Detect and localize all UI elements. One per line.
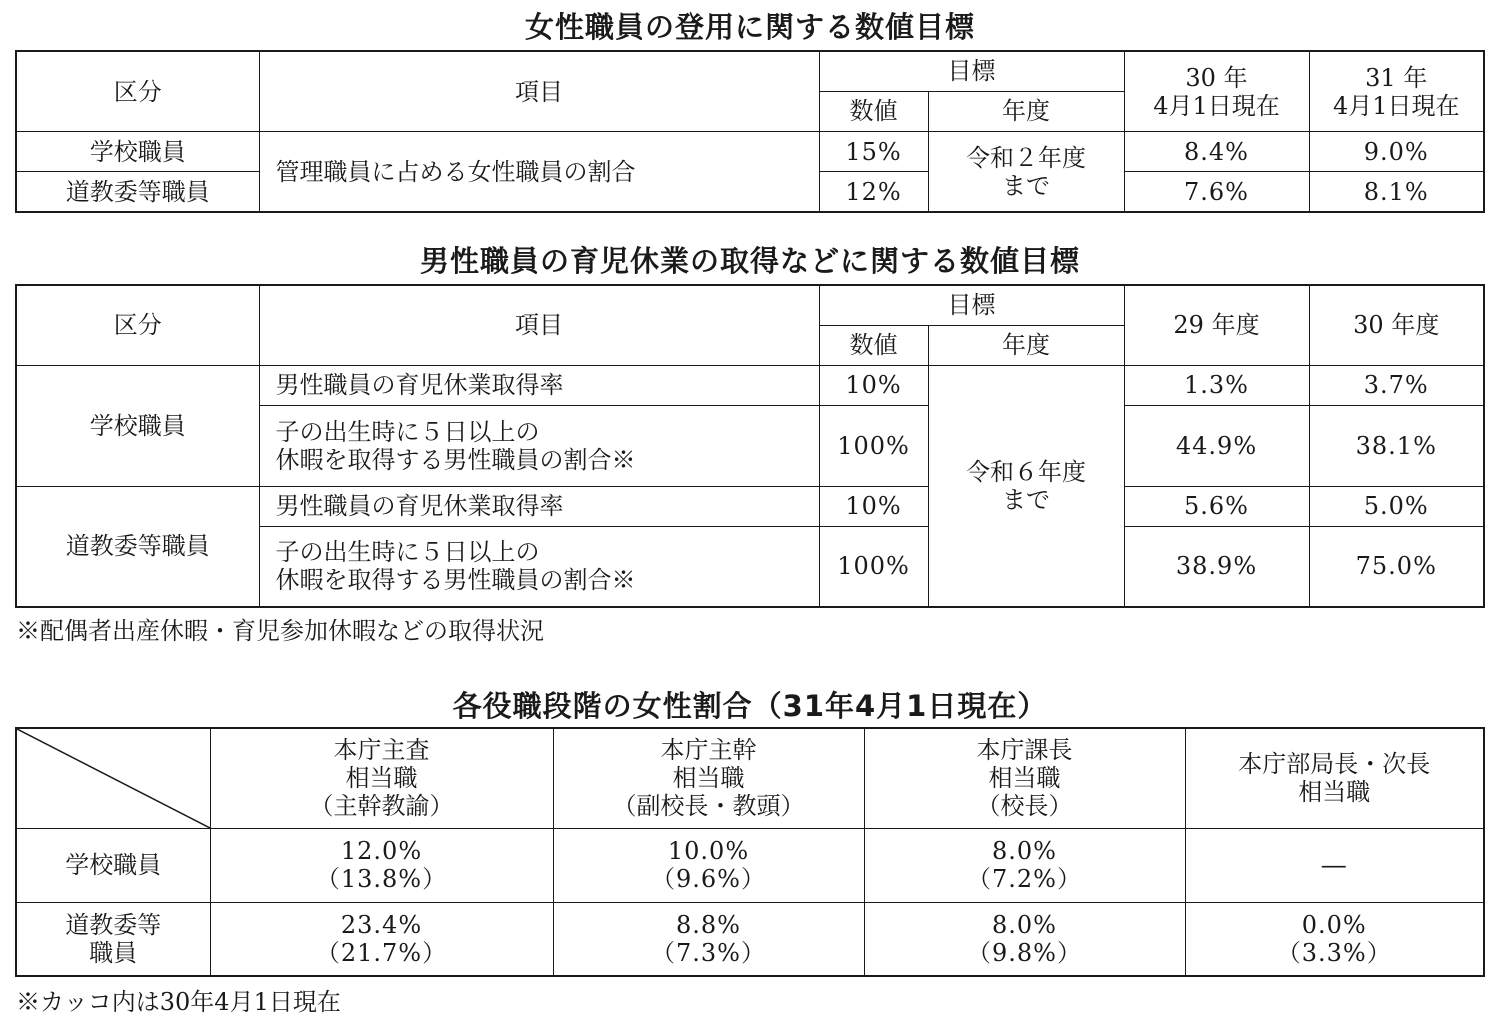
row-col-b: 9.0% bbox=[1309, 132, 1484, 172]
row-label: 学校職員 bbox=[16, 828, 210, 902]
data-cell: 8.8% （7.3%） bbox=[553, 902, 864, 976]
header-value: 数値 bbox=[819, 91, 928, 131]
table1-title: 女性職員の登用に関する数値目標 bbox=[524, 10, 975, 44]
table-row bbox=[16, 902, 1484, 976]
row-item: 子の出生時に５日以上の 休暇を取得する男性職員の割合※ bbox=[259, 526, 819, 607]
row-value: 12% bbox=[819, 172, 928, 212]
table2-note: ※配偶者出産休暇・育児参加休暇などの取得状況 bbox=[16, 617, 544, 645]
row-value: 10% bbox=[819, 365, 928, 405]
row-col-b: 8.1% bbox=[1309, 172, 1484, 212]
row-col-b: 5.0% bbox=[1309, 486, 1484, 526]
row-label: 道教委等 職員 bbox=[16, 902, 210, 976]
row-col-a: 1.3% bbox=[1124, 365, 1309, 405]
row-item: 管理職員に占める女性職員の割合 bbox=[259, 132, 819, 213]
table-row bbox=[16, 828, 1484, 902]
row-col-a: 8.4% bbox=[1124, 132, 1309, 172]
header-target: 目標 bbox=[819, 51, 1124, 91]
data-cell: 10.0% （9.6%） bbox=[553, 828, 864, 902]
row-value: 100% bbox=[819, 405, 928, 486]
header-kubun: 区分 bbox=[16, 51, 259, 132]
row-item: 男性職員の育児休業取得率 bbox=[259, 365, 819, 405]
table2-title: 男性職員の育児休業の取得などに関する数値目標 bbox=[419, 244, 1080, 278]
header-value: 数値 bbox=[819, 325, 928, 365]
header-col-b: 31 年 4月1日現在 bbox=[1309, 51, 1484, 132]
table-row bbox=[16, 486, 1484, 526]
column-header: 本庁部局長・次長 相当職 bbox=[1185, 728, 1484, 828]
row-col-a: 44.9% bbox=[1124, 405, 1309, 486]
row-value: 10% bbox=[819, 486, 928, 526]
header-item: 項目 bbox=[259, 285, 819, 365]
row-kubun: 学校職員 bbox=[16, 132, 259, 172]
row-col-b: 75.0% bbox=[1309, 526, 1484, 607]
table-row bbox=[16, 132, 1484, 172]
row-value: 15% bbox=[819, 132, 928, 172]
corner-cell bbox=[16, 728, 210, 828]
header-target: 目標 bbox=[819, 285, 1124, 325]
row-item: 男性職員の育児休業取得率 bbox=[259, 486, 819, 526]
data-cell: 23.4% （21.7%） bbox=[210, 902, 553, 976]
table3-title: 各役職段階の女性割合（31年4月1日現在） bbox=[452, 689, 1048, 723]
row-col-a: 7.6% bbox=[1124, 172, 1309, 212]
column-header: 本庁主査 相当職 （主幹教諭） bbox=[210, 728, 553, 828]
data-cell: ― bbox=[1185, 828, 1484, 902]
row-year: 令和６年度 まで bbox=[928, 365, 1124, 607]
group-kubun: 学校職員 bbox=[16, 365, 259, 486]
row-col-b: 3.7% bbox=[1309, 365, 1484, 405]
row-year: 令和２年度 まで bbox=[928, 132, 1124, 213]
group-kubun: 道教委等職員 bbox=[16, 486, 259, 607]
header-year: 年度 bbox=[928, 325, 1124, 365]
header-col-a: 29 年度 bbox=[1124, 285, 1309, 365]
table2 bbox=[15, 284, 1485, 608]
header-col-a: 30 年 4月1日現在 bbox=[1124, 51, 1309, 132]
table3 bbox=[15, 727, 1485, 977]
row-item: 子の出生時に５日以上の 休暇を取得する男性職員の割合※ bbox=[259, 405, 819, 486]
row-col-a: 38.9% bbox=[1124, 526, 1309, 607]
table3-note: ※カッコ内は30年4月1日現在 bbox=[16, 988, 341, 1016]
row-kubun: 道教委等職員 bbox=[16, 172, 259, 212]
row-col-a: 5.6% bbox=[1124, 486, 1309, 526]
header-kubun: 区分 bbox=[16, 285, 259, 365]
header-year: 年度 bbox=[928, 91, 1124, 131]
data-cell: 12.0% （13.8%） bbox=[210, 828, 553, 902]
header-item: 項目 bbox=[259, 51, 819, 132]
table-row bbox=[16, 365, 1484, 405]
data-cell: 8.0% （9.8%） bbox=[864, 902, 1185, 976]
row-value: 100% bbox=[819, 526, 928, 607]
table1 bbox=[15, 50, 1485, 213]
row-col-b: 38.1% bbox=[1309, 405, 1484, 486]
column-header: 本庁主幹 相当職 （副校長・教頭） bbox=[553, 728, 864, 828]
column-header: 本庁課長 相当職 （校長） bbox=[864, 728, 1185, 828]
header-col-b: 30 年度 bbox=[1309, 285, 1484, 365]
data-cell: 0.0% （3.3%） bbox=[1185, 902, 1484, 976]
data-cell: 8.0% （7.2%） bbox=[864, 828, 1185, 902]
